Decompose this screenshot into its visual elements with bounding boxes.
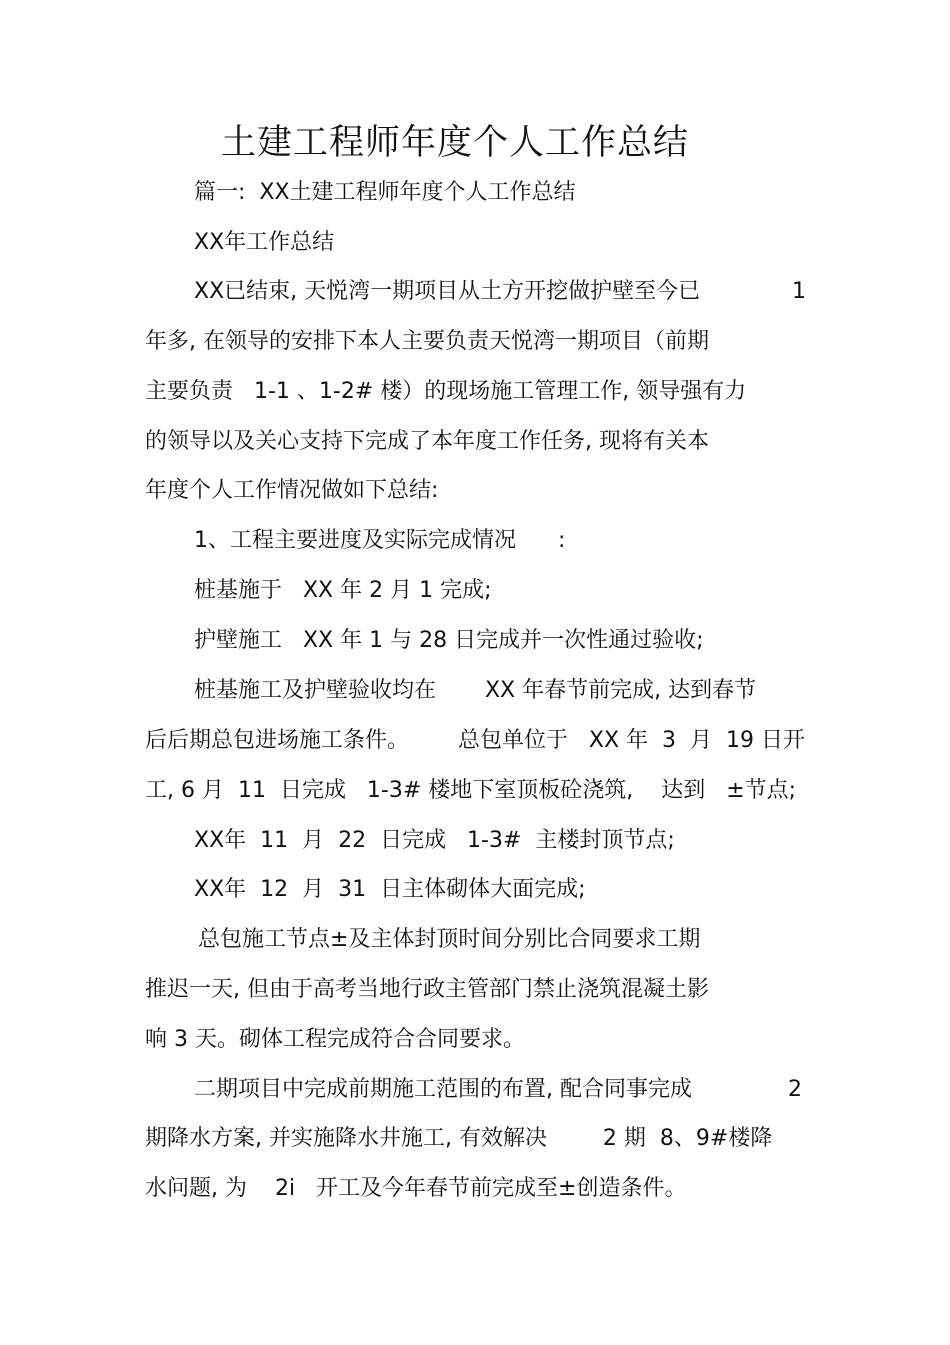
text-line: 总包施工节点±及主体封顶时间分别比合同要求工期 (198, 927, 701, 952)
text-line: XX已结束, 天悦湾一期项目从土方开挖做护壁至今已 (194, 279, 701, 304)
text-line: XX年工作总结 (194, 230, 335, 255)
text-line: 桩基施工及护壁验收均在 XX 年春节前完成, 达到春节 (194, 678, 757, 703)
text-line: 篇一: XX土建工程师年度个人工作总结 (194, 180, 576, 205)
text-line: 的领导以及关心支持下完成了本年度工作任务, 现将有关本 (145, 429, 709, 454)
text-line: 主要负责 1-1 、1-2# 楼）的现场施工管理工作, 领导强有力 (145, 379, 747, 404)
text-line: 护壁施工 XX 年 1 与 28 日完成并一次性通过验收; (194, 628, 704, 653)
text-line-number: 1 (792, 279, 806, 304)
text-line: 后后期总包进场施工条件。 总包单位于 XX 年 3 月 19 日开 (145, 728, 806, 753)
text-line: 推迟一天, 但由于高考当地行政主管部门禁止浇筑混凝土影 (145, 977, 709, 1002)
document-title: 土建工程师年度个人工作总结 (220, 123, 689, 163)
text-line: 二期项目中完成前期施工范围的布置, 配合同事完成 (194, 1077, 692, 1102)
text-line-number: 2 (788, 1077, 802, 1102)
text-line: 响 3 天。砌体工程完成符合合同要求。 (145, 1027, 525, 1052)
text-line: 1、工程主要进度及实际完成情况 : (194, 528, 566, 553)
text-line: 工, 6 月 11 日完成 1-3# 楼地下室顶板砼浇筑, 达到 ±节点; (145, 778, 797, 803)
text-line: 年度个人工作情况做如下总结: (145, 478, 439, 503)
text-line: 水问题, 为 2i 开工及今年春节前完成至±创造条件。 (145, 1176, 687, 1201)
text-line: 桩基施于 XX 年 2 月 1 完成; (194, 578, 492, 603)
text-line: XX年 12 月 31 日主体砌体大面完成; (194, 877, 586, 902)
text-line: XX年 11 月 22 日完成 1-3# 主楼封顶节点; (194, 828, 675, 853)
text-line: 期降水方案, 并实施降水井施工, 有效解决 2 期 8、9#楼降 (145, 1126, 773, 1151)
text-line: 年多, 在领导的安排下本人主要负责天悦湾一期项目（前期 (145, 329, 709, 354)
